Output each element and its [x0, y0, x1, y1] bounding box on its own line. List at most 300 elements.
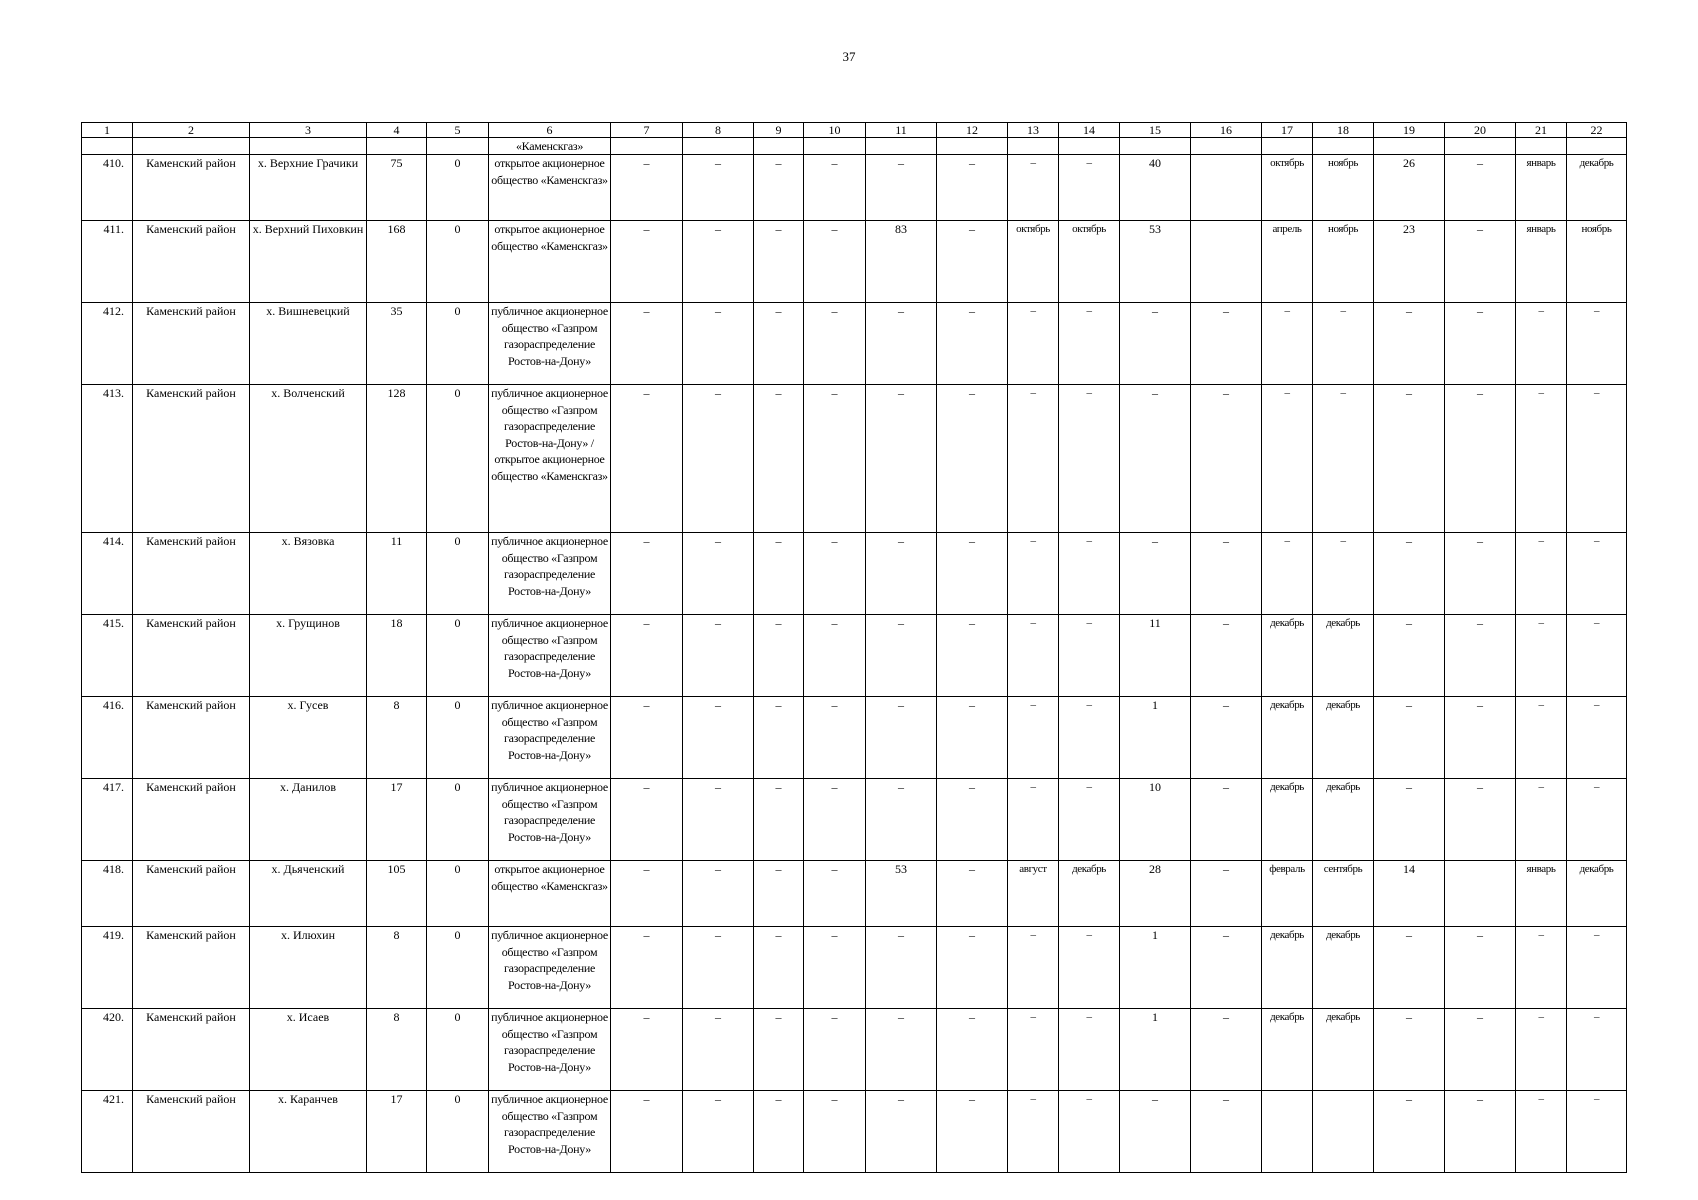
table-cell: 0 — [427, 385, 489, 533]
table-cell: 168 — [367, 221, 427, 303]
table-cell: Каменский район — [133, 927, 250, 1009]
table-cell: – — [754, 155, 804, 221]
table-cell: – — [1008, 303, 1059, 385]
table-cell: – — [804, 1009, 866, 1091]
table-cell — [937, 138, 1008, 155]
table-cell: – — [1059, 155, 1120, 221]
table-row — [82, 927, 1627, 1009]
column-number: 9 — [754, 123, 804, 138]
table-cell: – — [804, 155, 866, 221]
table-cell — [82, 138, 133, 155]
table-cell: х. Грущинов — [250, 615, 367, 697]
table-cell: – — [866, 615, 937, 697]
table-cell: сентябрь — [1313, 861, 1374, 927]
table-cell: 53 — [866, 861, 937, 927]
table-cell: – — [1059, 927, 1120, 1009]
table-row — [82, 385, 1627, 533]
table-cell: – — [754, 697, 804, 779]
table-cell: – — [1516, 303, 1567, 385]
table-cell: – — [1008, 1009, 1059, 1091]
table-cell: – — [611, 779, 683, 861]
table-cell: публичное акционерное общество «Газпром газораспределение Ростов-на-Дону» — [489, 303, 611, 385]
table-cell: публичное акционерное общество «Газпром газораспределение Ростов-на-Дону» — [489, 1009, 611, 1091]
table-cell: – — [1374, 697, 1445, 779]
table-cell: 23 — [1374, 221, 1445, 303]
table-cell: – — [804, 779, 866, 861]
table-cell: 17 — [367, 1091, 427, 1173]
table-row — [82, 697, 1627, 779]
table-cell: декабрь — [1313, 927, 1374, 1009]
table-cell: 10 — [1120, 779, 1191, 861]
table-cell: – — [1008, 1091, 1059, 1173]
table-row — [82, 533, 1627, 615]
table-cell — [683, 138, 754, 155]
table-row — [82, 861, 1627, 927]
table-cell: – — [804, 221, 866, 303]
column-number: 7 — [611, 123, 683, 138]
table-cell: публичное акционерное общество «Газпром газораспределение Ростов-на-Дону» — [489, 697, 611, 779]
table-cell: х. Гусев — [250, 697, 367, 779]
table-row — [82, 303, 1627, 385]
table-cell: октябрь — [1008, 221, 1059, 303]
table-row — [82, 1091, 1627, 1173]
table-cell: – — [1262, 533, 1313, 615]
column-number: 21 — [1516, 123, 1567, 138]
table-cell: – — [937, 221, 1008, 303]
table-cell: х. Дьяченский — [250, 861, 367, 927]
table-cell — [611, 138, 683, 155]
table-cell: – — [683, 861, 754, 927]
table-cell: 14 — [1374, 861, 1445, 927]
table-cell: 417. — [82, 779, 133, 861]
table-cell: – — [937, 697, 1008, 779]
column-number: 20 — [1445, 123, 1516, 138]
table-cell: публичное акционерное общество «Газпром газораспределение Ростов-на-Дону» — [489, 927, 611, 1009]
table-cell: – — [804, 697, 866, 779]
table-row — [82, 155, 1627, 221]
table-cell: декабрь — [1313, 697, 1374, 779]
table-cell: январь — [1516, 221, 1567, 303]
table-cell: – — [1191, 385, 1262, 533]
table-cell: – — [937, 927, 1008, 1009]
table-cell: – — [1445, 697, 1516, 779]
table-cell: 416. — [82, 697, 133, 779]
table-cell: – — [937, 779, 1008, 861]
column-number: 12 — [937, 123, 1008, 138]
table-cell: публичное акционерное общество «Газпром газораспределение Ростов-на-Дону» — [489, 779, 611, 861]
table-cell: – — [1374, 1009, 1445, 1091]
table-cell: 0 — [427, 303, 489, 385]
table-cell: – — [1445, 1009, 1516, 1091]
table-cell: 1 — [1120, 697, 1191, 779]
table-cell: 18 — [367, 615, 427, 697]
column-number: 11 — [866, 123, 937, 138]
table-cell: 0 — [427, 615, 489, 697]
column-number: 3 — [250, 123, 367, 138]
table-cell: – — [683, 1091, 754, 1173]
table-cell: – — [1120, 533, 1191, 615]
table-cell: – — [611, 1091, 683, 1173]
column-number: 13 — [1008, 123, 1059, 138]
table-cell: х. Данилов — [250, 779, 367, 861]
table-cell: 1 — [1120, 1009, 1191, 1091]
table-cell: 0 — [427, 221, 489, 303]
table-cell: – — [1445, 221, 1516, 303]
table-cell: 105 — [367, 861, 427, 927]
table-cell: – — [1445, 303, 1516, 385]
table-row — [82, 779, 1627, 861]
table-cell: – — [1567, 385, 1627, 533]
table-cell: – — [804, 927, 866, 1009]
column-number: 19 — [1374, 123, 1445, 138]
table-cell: 8 — [367, 927, 427, 1009]
table-cell — [367, 138, 427, 155]
table-cell: х. Верхний Пиховкин — [250, 221, 367, 303]
column-number: 8 — [683, 123, 754, 138]
table-cell: 418. — [82, 861, 133, 927]
table-cell: декабрь — [1262, 615, 1313, 697]
table-cell: 0 — [427, 533, 489, 615]
table-cell: – — [866, 927, 937, 1009]
table-cell — [133, 138, 250, 155]
table-cell: – — [611, 927, 683, 1009]
table-cell: открытое акционерное общество «Каменскгаз» — [489, 155, 611, 221]
table-row — [82, 1009, 1627, 1091]
table-cell: – — [611, 385, 683, 533]
table-cell: – — [1374, 779, 1445, 861]
table-cell: декабрь — [1262, 779, 1313, 861]
column-number: 5 — [427, 123, 489, 138]
table-cell: – — [804, 1091, 866, 1173]
table-cell: Каменский район — [133, 697, 250, 779]
table-cell: декабрь — [1567, 861, 1627, 927]
table-cell: – — [611, 1009, 683, 1091]
table-cell: – — [1191, 697, 1262, 779]
table-cell: – — [937, 1009, 1008, 1091]
column-number: 4 — [367, 123, 427, 138]
table-cell: 415. — [82, 615, 133, 697]
table-cell: – — [1008, 385, 1059, 533]
table-cell — [250, 138, 367, 155]
table-cell: – — [1374, 303, 1445, 385]
table-cell: – — [1262, 385, 1313, 533]
table-cell: – — [1374, 385, 1445, 533]
table-cell: – — [1516, 1009, 1567, 1091]
table-cell: – — [683, 697, 754, 779]
table-cell — [1567, 138, 1627, 155]
table-cell: – — [1191, 927, 1262, 1009]
table-cell: – — [1059, 1091, 1120, 1173]
continuation-row — [82, 138, 1627, 155]
table-cell: 83 — [866, 221, 937, 303]
table-cell: – — [1445, 155, 1516, 221]
table-cell: – — [1008, 927, 1059, 1009]
table-cell: – — [611, 533, 683, 615]
table-cell: – — [1567, 533, 1627, 615]
table-cell: «Каменскгаз» — [489, 138, 611, 155]
table-cell: – — [1516, 533, 1567, 615]
table-cell: – — [804, 861, 866, 927]
table-cell: – — [611, 615, 683, 697]
table-cell: х. Волченский — [250, 385, 367, 533]
table-cell: ноябрь — [1313, 155, 1374, 221]
table-cell: – — [1120, 385, 1191, 533]
table-cell: 35 — [367, 303, 427, 385]
table-cell: – — [866, 155, 937, 221]
table-cell: 419. — [82, 927, 133, 1009]
table-cell: публичное акционерное общество «Газпром газораспределение Ростов-на-Дону» — [489, 1091, 611, 1173]
table-cell: декабрь — [1262, 697, 1313, 779]
table-cell: – — [754, 1091, 804, 1173]
table-cell: декабрь — [1567, 155, 1627, 221]
table-cell: 128 — [367, 385, 427, 533]
table-cell: 8 — [367, 1009, 427, 1091]
table-cell: – — [683, 385, 754, 533]
table-cell: – — [1191, 779, 1262, 861]
table-cell: – — [683, 221, 754, 303]
column-number: 15 — [1120, 123, 1191, 138]
table-cell: 11 — [1120, 615, 1191, 697]
table-cell: – — [1374, 533, 1445, 615]
table-cell: – — [804, 533, 866, 615]
table-cell: – — [937, 615, 1008, 697]
table-cell — [1313, 1091, 1374, 1173]
table-cell: Каменский район — [133, 533, 250, 615]
table-cell: – — [683, 533, 754, 615]
table-cell: – — [754, 303, 804, 385]
table-cell: – — [1567, 1091, 1627, 1173]
table-cell: – — [1059, 697, 1120, 779]
table-cell: – — [937, 303, 1008, 385]
table-cell: 40 — [1120, 155, 1191, 221]
table-cell: 26 — [1374, 155, 1445, 221]
table-cell: – — [1008, 615, 1059, 697]
table-cell — [1262, 1091, 1313, 1173]
table-cell: публичное акционерное общество «Газпром газораспределение Ростов-на-Дону» — [489, 533, 611, 615]
table-cell: декабрь — [1313, 779, 1374, 861]
table-cell: – — [804, 615, 866, 697]
table-cell: 414. — [82, 533, 133, 615]
table-cell: – — [1008, 779, 1059, 861]
table-cell: 11 — [367, 533, 427, 615]
table-cell: – — [866, 303, 937, 385]
table-cell: Каменский район — [133, 221, 250, 303]
table-cell: – — [1191, 615, 1262, 697]
table-cell: – — [1120, 1091, 1191, 1173]
table-cell: – — [611, 861, 683, 927]
header-row — [82, 123, 1627, 138]
table-cell: Каменский район — [133, 155, 250, 221]
table-cell: – — [1567, 779, 1627, 861]
schedule-table — [81, 122, 1627, 1173]
table-cell: – — [1008, 533, 1059, 615]
table-cell: открытое акционерное общество «Каменскгаз» — [489, 221, 611, 303]
table-cell: – — [937, 155, 1008, 221]
table-cell: 1 — [1120, 927, 1191, 1009]
table-cell: Каменский район — [133, 1091, 250, 1173]
table-cell: октябрь — [1059, 221, 1120, 303]
table-cell: – — [1516, 697, 1567, 779]
table-cell: – — [1516, 385, 1567, 533]
table-cell: х. Вишневецкий — [250, 303, 367, 385]
table-cell: 0 — [427, 1009, 489, 1091]
table-cell — [866, 138, 937, 155]
table-cell: х. Исаев — [250, 1009, 367, 1091]
table-cell: – — [1567, 303, 1627, 385]
table-cell: – — [1191, 533, 1262, 615]
table-cell: 8 — [367, 697, 427, 779]
table-cell: – — [754, 533, 804, 615]
table-cell: Каменский район — [133, 615, 250, 697]
table-cell: – — [1516, 615, 1567, 697]
table-cell: – — [1445, 1091, 1516, 1173]
table-cell: – — [866, 697, 937, 779]
table-cell: август — [1008, 861, 1059, 927]
table-cell: – — [683, 155, 754, 221]
table-cell — [804, 138, 866, 155]
table-cell: Каменский район — [133, 779, 250, 861]
table-cell — [1008, 138, 1059, 155]
table-cell: 53 — [1120, 221, 1191, 303]
table-cell: – — [1567, 927, 1627, 1009]
table-cell: х. Каранчев — [250, 1091, 367, 1173]
table-cell: 28 — [1120, 861, 1191, 927]
table-cell — [427, 138, 489, 155]
table-cell: 0 — [427, 697, 489, 779]
table-cell: – — [866, 1009, 937, 1091]
table-cell — [1262, 138, 1313, 155]
table-cell: – — [1059, 385, 1120, 533]
table-cell: 421. — [82, 1091, 133, 1173]
table-cell: 420. — [82, 1009, 133, 1091]
table-cell: – — [754, 861, 804, 927]
table-cell: – — [866, 385, 937, 533]
table-cell: х. Вязовка — [250, 533, 367, 615]
table-cell: – — [683, 1009, 754, 1091]
table-cell: – — [1191, 1091, 1262, 1173]
table-cell: публичное акционерное общество «Газпром газораспределение Ростов-на-Дону» — [489, 615, 611, 697]
table-cell: открытое акционерное общество «Каменскгаз» — [489, 861, 611, 927]
table-cell: – — [804, 385, 866, 533]
table-cell: – — [1445, 779, 1516, 861]
table-cell: – — [1445, 927, 1516, 1009]
table-cell: – — [1567, 615, 1627, 697]
table-cell: – — [1059, 615, 1120, 697]
table-cell: – — [1262, 303, 1313, 385]
table-cell: публичное акционерное общество «Газпром газораспределение Ростов-на-Дону» / открытое акционерное общество «Каменскгаз» — [489, 385, 611, 533]
table-cell: январь — [1516, 155, 1567, 221]
table-cell: – — [754, 1009, 804, 1091]
column-number: 22 — [1567, 123, 1627, 138]
table-cell: – — [1313, 385, 1374, 533]
table-cell — [1374, 138, 1445, 155]
table-cell: – — [611, 303, 683, 385]
table-cell: – — [1059, 533, 1120, 615]
table-cell: х. Илюхин — [250, 927, 367, 1009]
table-cell: 0 — [427, 779, 489, 861]
table-cell: – — [1191, 303, 1262, 385]
table-cell: – — [754, 779, 804, 861]
table-cell: – — [754, 927, 804, 1009]
table-cell: – — [1059, 779, 1120, 861]
column-number: 16 — [1191, 123, 1262, 138]
table-cell — [1445, 138, 1516, 155]
table-cell: декабрь — [1059, 861, 1120, 927]
table-cell: ноябрь — [1567, 221, 1627, 303]
table-cell: Каменский район — [133, 303, 250, 385]
table-cell: – — [1120, 303, 1191, 385]
table-cell — [1191, 221, 1262, 303]
page-number: 37 — [842, 49, 856, 64]
table-cell: 0 — [427, 1091, 489, 1173]
table-cell: – — [1313, 303, 1374, 385]
table-cell: – — [611, 155, 683, 221]
column-number: 6 — [489, 123, 611, 138]
table-cell: Каменский район — [133, 385, 250, 533]
table-cell: – — [1008, 697, 1059, 779]
column-number: 1 — [82, 123, 133, 138]
column-number: 18 — [1313, 123, 1374, 138]
table-cell: – — [937, 1091, 1008, 1173]
table-cell: – — [754, 615, 804, 697]
table-cell: 0 — [427, 927, 489, 1009]
table-cell: декабрь — [1313, 615, 1374, 697]
table-cell: – — [1374, 615, 1445, 697]
table-cell: – — [1059, 303, 1120, 385]
table-cell: – — [1516, 927, 1567, 1009]
table-cell — [1059, 138, 1120, 155]
table-cell: – — [937, 861, 1008, 927]
table-cell: февраль — [1262, 861, 1313, 927]
column-number: 10 — [804, 123, 866, 138]
table-cell: – — [683, 779, 754, 861]
table-cell: декабрь — [1262, 927, 1313, 1009]
table-cell: 410. — [82, 155, 133, 221]
table-cell: 75 — [367, 155, 427, 221]
table-cell: 411. — [82, 221, 133, 303]
table-cell: Каменский район — [133, 1009, 250, 1091]
table-cell: – — [1191, 1009, 1262, 1091]
table-cell: – — [1516, 779, 1567, 861]
table-cell: октябрь — [1262, 155, 1313, 221]
table-cell — [1191, 138, 1262, 155]
table-cell: – — [804, 303, 866, 385]
table-cell: – — [683, 303, 754, 385]
table-cell: – — [611, 697, 683, 779]
table-cell: – — [866, 1091, 937, 1173]
table-cell: – — [1445, 615, 1516, 697]
table-cell: апрель — [1262, 221, 1313, 303]
table-cell: ноябрь — [1313, 221, 1374, 303]
table-cell: – — [1445, 385, 1516, 533]
table-cell: – — [937, 533, 1008, 615]
table-cell: 412. — [82, 303, 133, 385]
table-cell — [754, 138, 804, 155]
table-cell: январь — [1516, 861, 1567, 927]
table-cell: – — [1567, 697, 1627, 779]
table-cell: – — [683, 615, 754, 697]
table-cell: 413. — [82, 385, 133, 533]
table-cell — [1445, 861, 1516, 927]
table-cell: 17 — [367, 779, 427, 861]
table-cell: декабрь — [1262, 1009, 1313, 1091]
table-cell: декабрь — [1313, 1009, 1374, 1091]
table-cell: – — [1445, 533, 1516, 615]
column-number: 2 — [133, 123, 250, 138]
table-cell — [1120, 138, 1191, 155]
table-cell: – — [1516, 1091, 1567, 1173]
table-cell: 0 — [427, 861, 489, 927]
